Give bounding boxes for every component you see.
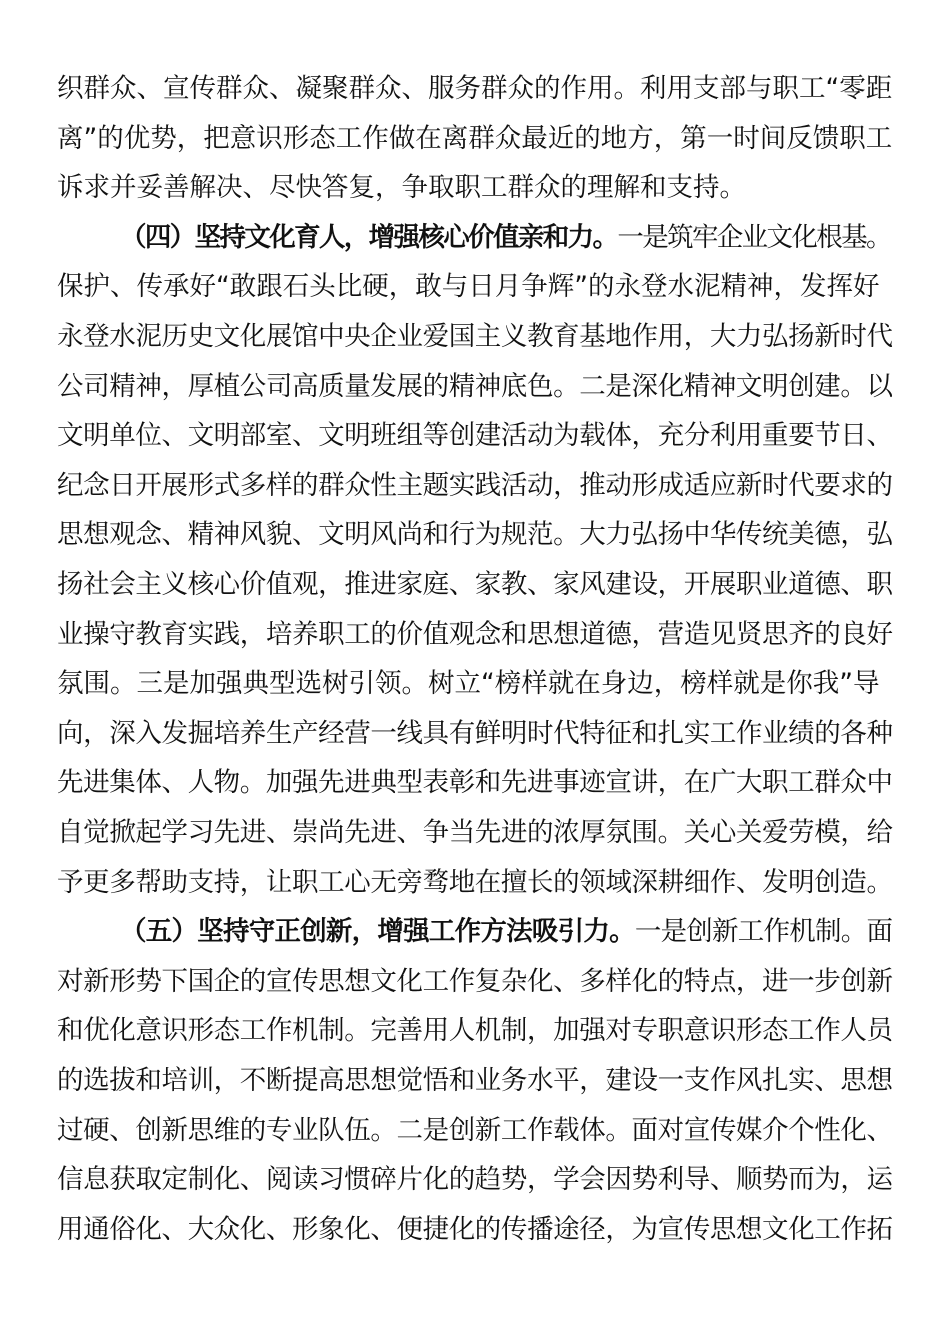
text-line xyxy=(57,957,893,1007)
line-text: 公司精神，厚植公司高质量发展的精神底色。二是深化精神文明创建。以 xyxy=(57,371,893,402)
text-line xyxy=(57,262,893,312)
text-line xyxy=(57,461,893,511)
text-line xyxy=(57,858,893,908)
line-text: 一是筑牢企业文化根基。 xyxy=(617,222,891,253)
text-line xyxy=(57,709,893,759)
text-line xyxy=(57,1155,893,1205)
text-line xyxy=(57,510,893,560)
text-line xyxy=(57,1205,893,1255)
line-text: 保护、传承好“敢跟石头比硬，敢与日月争辉”的永登水泥精神，发挥好 xyxy=(57,271,880,302)
section-heading-line xyxy=(120,907,893,957)
line-text: 先进集体、人物。加强先进典型表彰和先进事迹宣讲，在广大职工群众中 xyxy=(57,767,893,798)
section-heading: （四）坚持文化育人，增强核心价值亲和力。 xyxy=(120,222,618,253)
text-line xyxy=(57,114,893,164)
text-line xyxy=(57,64,893,114)
text-line xyxy=(57,411,893,461)
text-line xyxy=(57,1006,893,1056)
line-text: 扬社会主义核心价值观，推进家庭、家教、家风建设，开展职业道德、职 xyxy=(57,569,893,600)
text-line xyxy=(57,362,893,412)
text-line xyxy=(57,1106,893,1156)
line-text: 氛围。三是加强典型选树引领。树立“榜样就在身边，榜样就是你我”导 xyxy=(57,668,880,699)
line-text: 向，深入发掘培养生产经营一线具有鲜明时代特征和扎实工作业绩的各种 xyxy=(57,718,893,749)
line-text: 文明单位、文明部室、文明班组等创建活动为载体，充分利用重要节日、 xyxy=(57,420,893,451)
line-text: 一是创新工作机制。面 xyxy=(634,916,893,947)
section-heading-line xyxy=(120,213,893,263)
line-text: 业操守教育实践，培养职工的价值观念和思想道德，营造见贤思齐的良好 xyxy=(57,619,893,650)
text-line xyxy=(57,312,893,362)
line-text: 织群众、宣传群众、凝聚群众、服务群众的作用。利用支部与职工“零距 xyxy=(57,73,893,104)
line-text: 永登水泥历史文化展馆中央企业爱国主义教育基地作用，大力弘扬新时代 xyxy=(57,321,893,352)
text-line xyxy=(57,758,893,808)
line-text: 自觉掀起学习先进、崇尚先进、争当先进的浓厚氛围。关心关爱劳模，给 xyxy=(57,817,893,848)
line-text: 纪念日开展形式多样的群众性主题实践活动，推动形成适应新时代要求的 xyxy=(57,470,893,501)
text-line xyxy=(57,1056,893,1106)
line-text: 用通俗化、大众化、形象化、便捷化的传播途径，为宣传思想文化工作拓 xyxy=(57,1214,893,1245)
line-text: 离”的优势，把意识形态工作做在离群众最近的地方，第一时间反馈职工 xyxy=(57,123,893,154)
text-line xyxy=(57,659,893,709)
text-line xyxy=(57,560,893,610)
text-line xyxy=(57,163,893,213)
line-text: 思想观念、精神风貌、文明风尚和行为规范。大力弘扬中华传统美德，弘 xyxy=(57,519,893,550)
text-line xyxy=(57,808,893,858)
line-text: 和优化意识形态工作机制。完善用人机制，加强对专职意识形态工作人员 xyxy=(57,1015,893,1046)
text-line xyxy=(57,610,893,660)
line-text: 对新形势下国企的宣传思想文化工作复杂化、多样化的特点，进一步创新 xyxy=(57,966,893,997)
line-text: 诉求并妥善解决、尽快答复，争取职工群众的理解和支持。 xyxy=(57,172,746,203)
section-heading: （五）坚持守正创新，增强工作方法吸引力。 xyxy=(120,916,635,947)
line-text: 的选拔和培训，不断提高思想觉悟和业务水平，建设一支作风扎实、思想 xyxy=(57,1065,893,1096)
line-text: 予更多帮助支持，让职工心无旁骛地在擅长的领域深耕细作、发明创造。 xyxy=(57,867,893,898)
line-text: 信息获取定制化、阅读习惯碎片化的趋势，学会因势利导、顺势而为，运 xyxy=(57,1164,893,1195)
line-text: 过硬、创新思维的专业队伍。二是创新工作载体。面对宣传媒介个性化、 xyxy=(57,1115,893,1146)
